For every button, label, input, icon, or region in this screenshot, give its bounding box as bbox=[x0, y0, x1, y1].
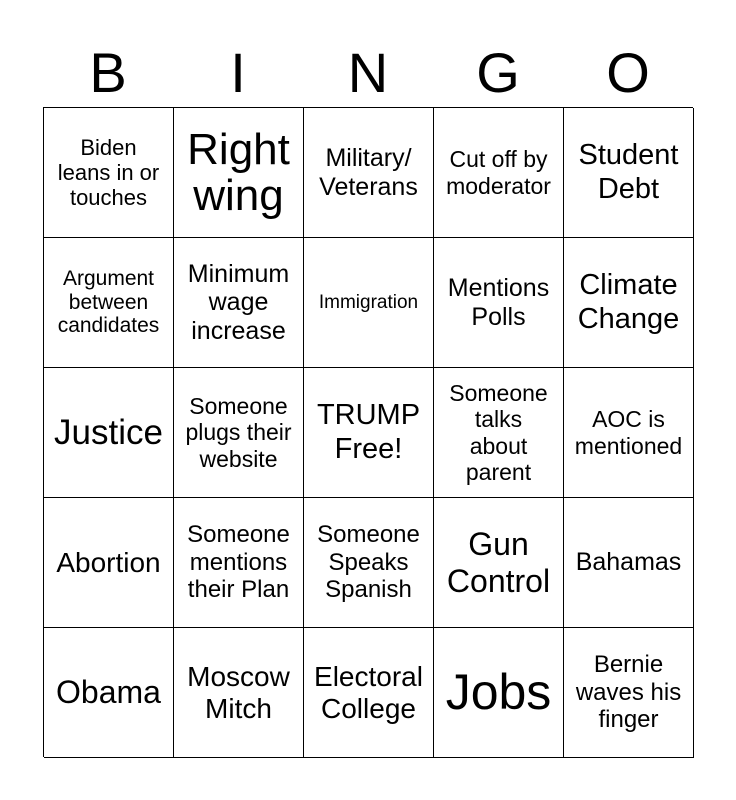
bingo-cell[interactable] bbox=[304, 368, 434, 498]
bingo-header bbox=[43, 40, 693, 106]
cell-text: Jobs bbox=[445, 664, 552, 720]
cell-text: Someone Speaks Spanish bbox=[317, 521, 420, 604]
bingo-cell[interactable] bbox=[174, 108, 304, 238]
cell-text: Abortion bbox=[56, 546, 161, 578]
bingo-cell[interactable] bbox=[44, 498, 174, 628]
header-letter-g: G bbox=[476, 41, 520, 104]
cell-text: Obama bbox=[56, 674, 161, 711]
bingo-cell[interactable] bbox=[44, 108, 174, 238]
bingo-cell[interactable] bbox=[434, 108, 564, 238]
bingo-board bbox=[43, 107, 693, 757]
cell-text: Gun Control bbox=[446, 526, 551, 599]
bingo-cell[interactable] bbox=[44, 368, 174, 498]
cell-text: Someone plugs their website bbox=[185, 393, 292, 472]
cell-text: Moscow Mitch bbox=[187, 660, 290, 724]
cell-text: Student Debt bbox=[578, 139, 679, 205]
cell-text: Mentions Polls bbox=[447, 274, 550, 331]
bingo-cell[interactable] bbox=[434, 498, 564, 628]
header-letter-b: B bbox=[89, 41, 127, 104]
cell-text: Justice bbox=[54, 412, 163, 452]
cell-text: Bahamas bbox=[575, 548, 682, 577]
cell-text: Someone talks about parent bbox=[449, 380, 548, 485]
bingo-cell[interactable] bbox=[174, 628, 304, 758]
bingo-cell[interactable] bbox=[434, 368, 564, 498]
cell-text: Biden leans in or touches bbox=[57, 134, 160, 211]
bingo-cell[interactable] bbox=[564, 238, 694, 368]
cell-text: Immigration bbox=[318, 291, 419, 313]
cell-text: Electoral College bbox=[314, 660, 423, 724]
bingo-cell[interactable] bbox=[304, 628, 434, 758]
bingo-cell[interactable] bbox=[564, 108, 694, 238]
bingo-cell[interactable] bbox=[44, 628, 174, 758]
bingo-cell[interactable] bbox=[434, 628, 564, 758]
cell-text: Minimum wage increase bbox=[187, 259, 290, 345]
cell-text: Someone mentions their Plan bbox=[187, 521, 290, 604]
header-letter-o: O bbox=[606, 41, 650, 104]
cell-text: Right wing bbox=[187, 124, 290, 220]
header-letter-n: N bbox=[347, 41, 389, 104]
bingo-cell[interactable] bbox=[174, 498, 304, 628]
cell-text: Cut off by moderator bbox=[446, 146, 551, 199]
bingo-cell[interactable] bbox=[564, 628, 694, 758]
cell-text: AOC is mentioned bbox=[574, 406, 683, 459]
bingo-cell[interactable] bbox=[564, 498, 694, 628]
cell-text: TRUMP Free! bbox=[316, 399, 421, 465]
bingo-cell[interactable] bbox=[44, 238, 174, 368]
bingo-cell[interactable] bbox=[304, 498, 434, 628]
cell-text: Military/ Veterans bbox=[319, 144, 418, 201]
bingo-cell[interactable] bbox=[304, 108, 434, 238]
bingo-cell[interactable] bbox=[434, 238, 564, 368]
cell-text: Bernie waves his finger bbox=[575, 651, 682, 734]
header-letter-i: I bbox=[230, 41, 246, 104]
bingo-cell[interactable] bbox=[304, 238, 434, 368]
bingo-cell[interactable] bbox=[174, 368, 304, 498]
cell-text: Climate Change bbox=[577, 269, 680, 335]
bingo-cell[interactable] bbox=[564, 368, 694, 498]
cell-text: Argument between candidates bbox=[57, 266, 160, 338]
bingo-cell[interactable] bbox=[174, 238, 304, 368]
